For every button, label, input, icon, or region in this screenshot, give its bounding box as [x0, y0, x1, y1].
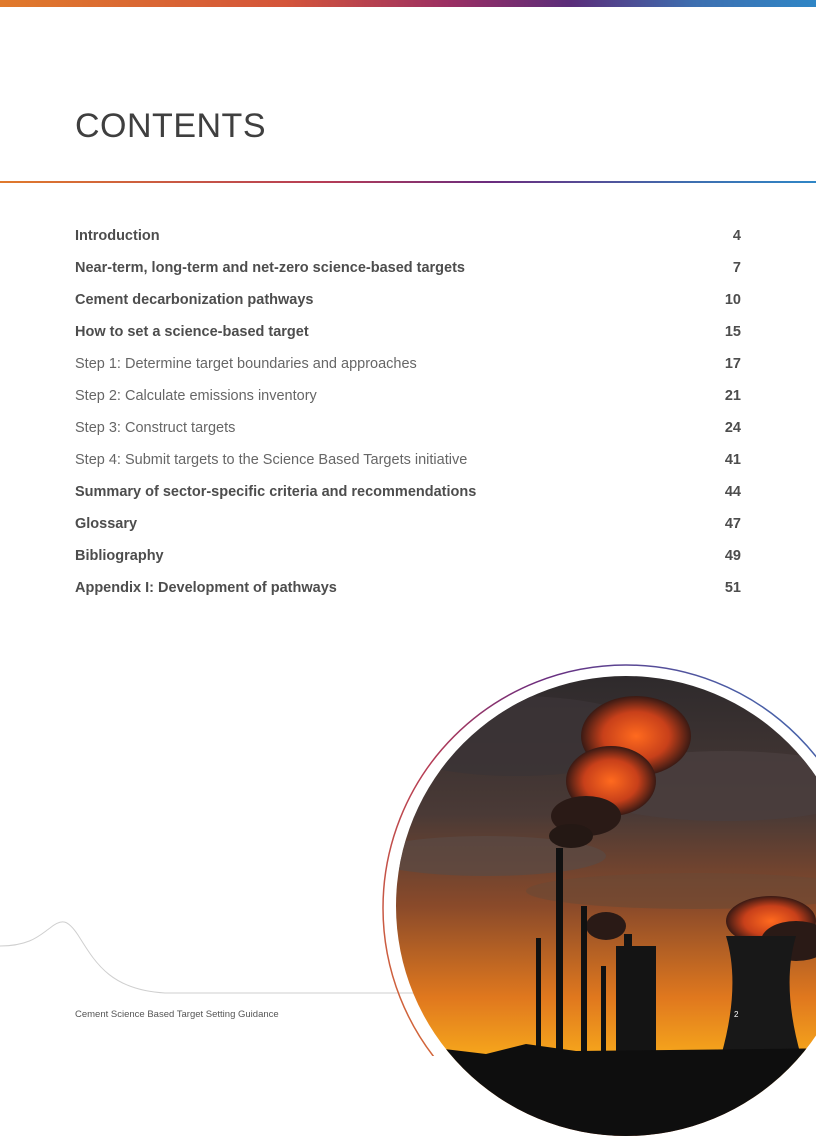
- toc-entry-step-4[interactable]: [75, 444, 741, 476]
- toc-entry-label: Cement decarbonization pathways: [75, 292, 314, 308]
- toc-entry-bibliography[interactable]: [75, 540, 741, 572]
- toc-entry-page: 47: [724, 516, 741, 532]
- toc-entry-page: 17: [724, 356, 741, 372]
- toc-entry-page: 4: [732, 228, 741, 244]
- toc-entry-label: Appendix I: Development of pathways: [75, 580, 337, 596]
- toc-entry-label: Introduction: [75, 228, 160, 244]
- toc-entry-page: 44: [724, 484, 741, 500]
- toc-entry-how-to-set-target[interactable]: [75, 316, 741, 348]
- toc-entry-label: Bibliography: [75, 548, 164, 564]
- toc-entry-near-term-targets[interactable]: [75, 252, 741, 284]
- toc-entry-label: Glossary: [75, 516, 138, 532]
- toc-entry-introduction[interactable]: [75, 220, 741, 252]
- toc-entry-step-2[interactable]: [75, 380, 741, 412]
- page-title: CONTENTS: [75, 107, 266, 145]
- industrial-smokestacks-photo: [396, 676, 816, 1136]
- table-of-contents: [75, 220, 741, 604]
- toc-entry-glossary[interactable]: [75, 508, 741, 540]
- toc-entry-page: 21: [724, 388, 741, 404]
- toc-entry-page: 7: [732, 260, 741, 276]
- toc-entry-label: How to set a science-based target: [75, 324, 309, 340]
- toc-entry-page: 15: [724, 324, 741, 340]
- toc-entry-label: Step 4: Submit targets to the Science Based Targets initiative: [75, 452, 468, 468]
- toc-entry-step-3[interactable]: [75, 412, 741, 444]
- title-divider: [0, 181, 816, 183]
- top-gradient-bar: [0, 0, 816, 7]
- toc-entry-summary-criteria[interactable]: [75, 476, 741, 508]
- toc-entry-appendix-i[interactable]: [75, 572, 741, 604]
- toc-entry-step-1[interactable]: [75, 348, 741, 380]
- toc-entry-label: Near-term, long-term and net-zero science-based targets: [75, 260, 465, 276]
- toc-entry-page: 10: [724, 292, 741, 308]
- toc-entry-label: Step 3: Construct targets: [75, 420, 236, 436]
- toc-entry-page: 24: [724, 420, 741, 436]
- toc-entry-label: Summary of sector-specific criteria and recommendations: [75, 484, 477, 500]
- footer-document-title: Cement Science Based Target Setting Guidance: [75, 1009, 279, 1020]
- toc-entry-page: 51: [724, 580, 741, 596]
- footer-page-number: 2: [734, 1010, 739, 1019]
- toc-entry-page: 41: [724, 452, 741, 468]
- toc-entry-label: Step 2: Calculate emissions inventory: [75, 388, 317, 404]
- toc-entry-label: Step 1: Determine target boundaries and approaches: [75, 356, 417, 372]
- toc-entry-decarbonization-pathways[interactable]: [75, 284, 741, 316]
- toc-entry-page: 49: [724, 548, 741, 564]
